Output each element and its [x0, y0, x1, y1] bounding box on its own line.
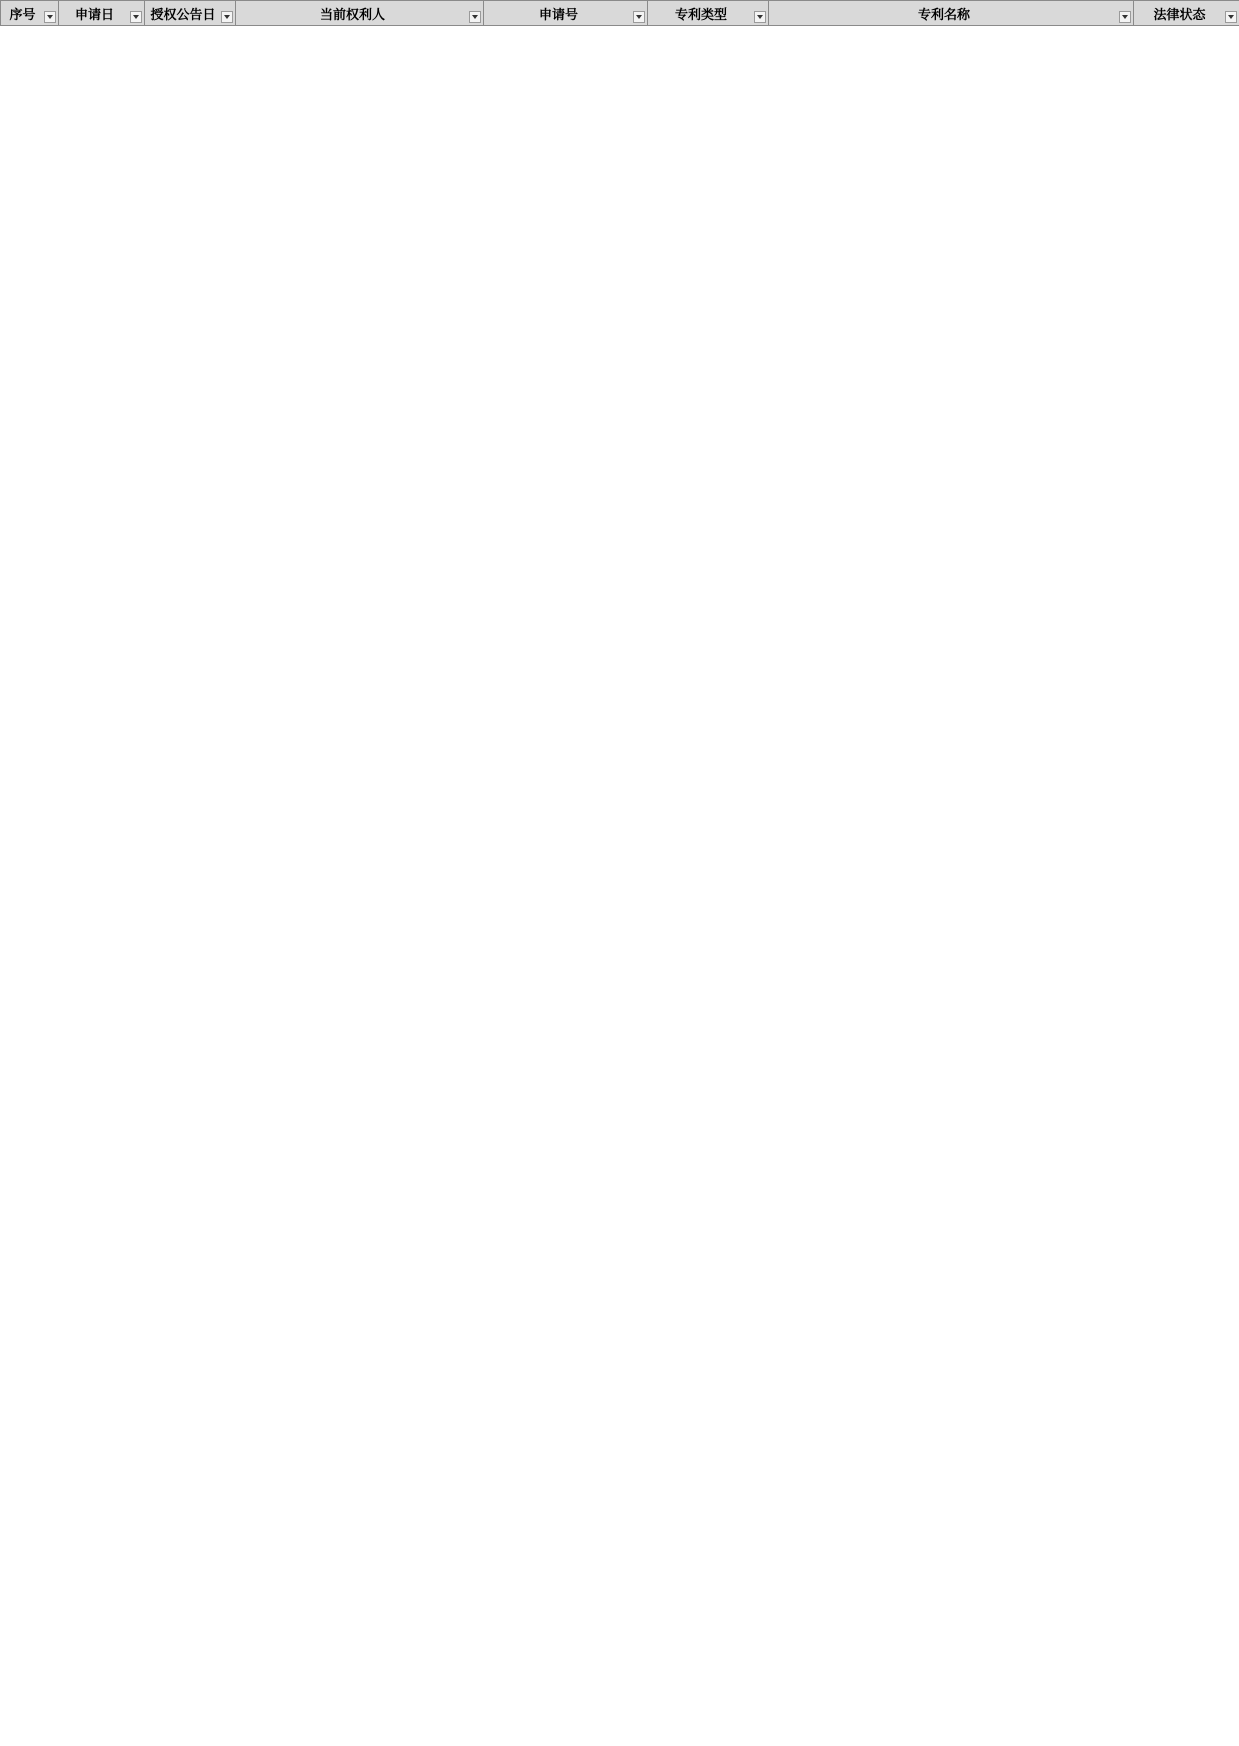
filter-dropdown-icon[interactable]: [44, 11, 56, 23]
header-label: 法律状态: [1153, 7, 1206, 23]
filter-dropdown-icon[interactable]: [754, 11, 766, 23]
header-label: 当前权利人: [319, 7, 385, 23]
header-label: 申请日: [74, 7, 114, 23]
header-cell: [1, 1, 59, 26]
filter-dropdown-icon[interactable]: [1225, 11, 1237, 23]
header-row: [1, 1, 1239, 26]
header-label: 专利类型: [674, 7, 727, 23]
header-cell: [1134, 1, 1239, 26]
filter-dropdown-icon[interactable]: [130, 11, 142, 23]
filter-dropdown-icon[interactable]: [633, 11, 645, 23]
header-cell: [648, 1, 769, 26]
header-cell: [145, 1, 236, 26]
filter-dropdown-icon[interactable]: [1119, 11, 1131, 23]
filter-dropdown-icon[interactable]: [469, 11, 481, 23]
header-cell: [59, 1, 145, 26]
patent-table: [0, 0, 1239, 26]
header-label: 授权公告日: [150, 7, 216, 23]
header-cell: [769, 1, 1134, 26]
header-label: 序号: [9, 7, 36, 23]
header-cell: [484, 1, 648, 26]
header-label: 申请号: [538, 7, 578, 23]
header-label: 专利名称: [917, 7, 970, 23]
header-cell: [236, 1, 484, 26]
filter-dropdown-icon[interactable]: [221, 11, 233, 23]
